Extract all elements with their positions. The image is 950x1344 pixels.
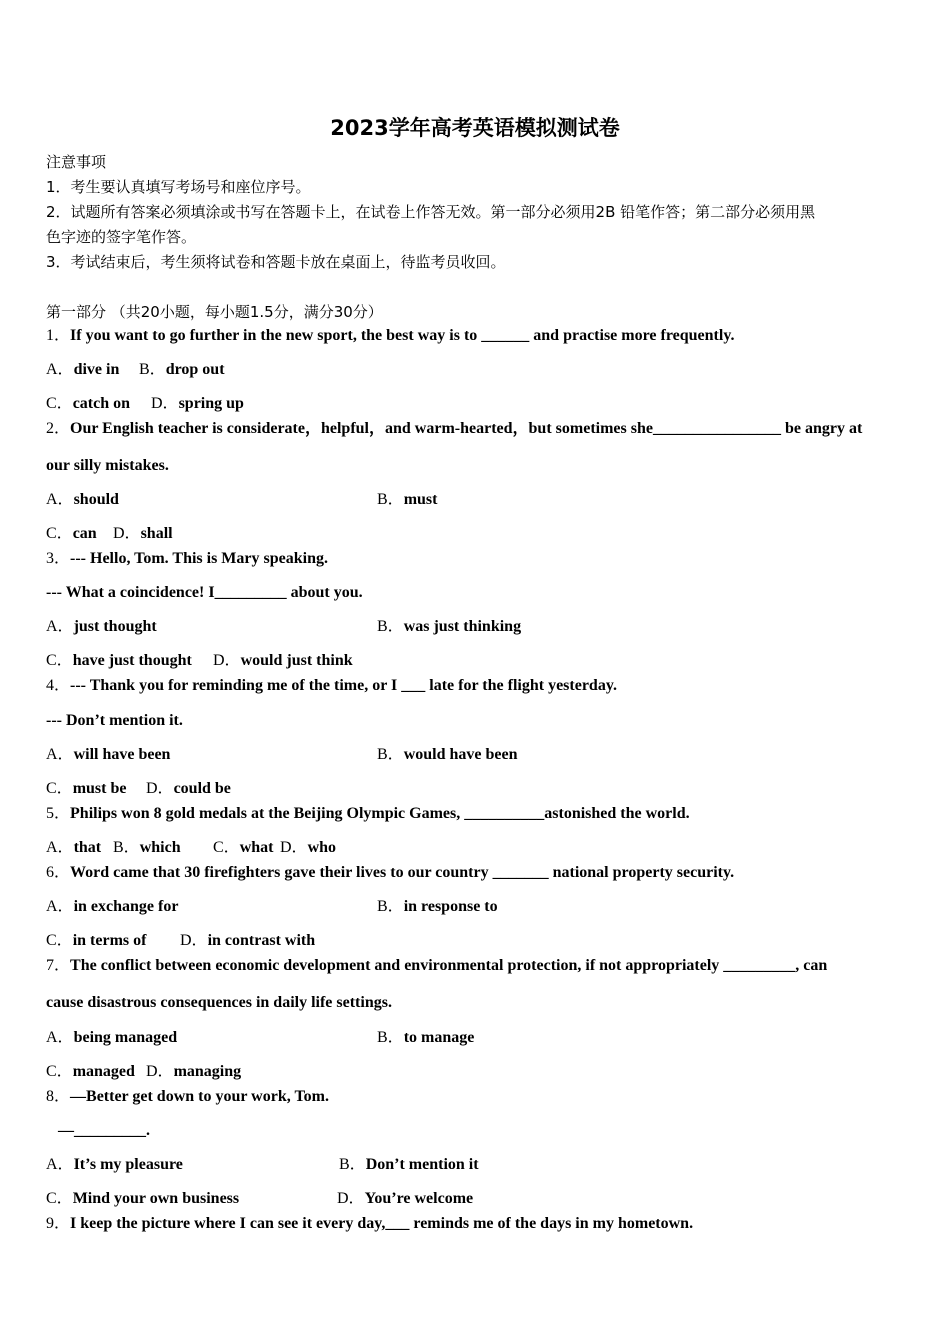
option-a: A．that: [46, 839, 102, 856]
question-text: --- Thank you for reminding me of the time, or I ___ late for the flight yesterday.: [70, 677, 617, 694]
option-d: D．in contrast with: [180, 932, 316, 949]
question-8: [46, 1087, 329, 1107]
option-c: C．can: [46, 525, 97, 542]
question-text-cont: --- Don’t mention it.: [46, 712, 183, 729]
option-c: C．catch on: [46, 395, 131, 412]
option-b: B．was just thinking: [377, 618, 522, 635]
question-text-cont: our silly mistakes.: [46, 457, 169, 474]
question-number: 8．: [46, 1088, 71, 1105]
question-text-cont: --- What a coincidence! I_________ about you.: [46, 584, 363, 601]
notice-heading: 注意事项: [46, 153, 107, 171]
question-text: If you want to go further in the new sport, the best way is to ______ and practise more frequently.: [70, 327, 735, 344]
option-a: A．will have been: [46, 746, 171, 763]
option-a: A．being managed: [46, 1029, 178, 1046]
option-d: D．managing: [146, 1063, 242, 1080]
question-number: 7．: [46, 957, 71, 974]
option-a: A．It’s my pleasure: [46, 1156, 183, 1173]
notice-item: 2．试题所有答案必须填涂或书写在答题卡上，在试卷上作答无效。第一部分必须用2B 铅笔作答；第二部分必须用黑: [46, 203, 816, 221]
notice-item: 色字迹的签字笔作答。: [46, 228, 197, 246]
option-b: B．Don’t mention it: [339, 1156, 479, 1173]
notice-item: 1．考生要认真填写考场号和座位序号。: [46, 178, 311, 196]
option-c: C．managed: [46, 1063, 135, 1080]
option-c: C．must be: [46, 780, 127, 797]
option-c: C．have just thought: [46, 652, 192, 669]
section-heading: 第一部分 （共20小题，每小题1.5分，满分30分）: [46, 303, 383, 321]
question-text-cont: cause disastrous consequences in daily life settings.: [46, 994, 392, 1011]
option-a: A．in exchange for: [46, 898, 179, 915]
option-b: B．which: [113, 839, 181, 856]
option-d: D．could be: [146, 780, 231, 797]
option-a: A．just thought: [46, 618, 157, 635]
option-d: D．shall: [113, 525, 173, 542]
question-7: [46, 956, 827, 976]
question-number: 4．: [46, 677, 71, 694]
question-number: 9．: [46, 1215, 71, 1232]
question-number: 5．: [46, 805, 71, 822]
option-b: B．drop out: [139, 361, 225, 378]
page-title: 2023学年高考英语模拟测试卷: [330, 116, 620, 140]
question-4: [46, 676, 617, 696]
question-text: I keep the picture where I can see it every day,___ reminds me of the days in my hometown.: [70, 1215, 694, 1232]
question-6: [46, 863, 734, 883]
question-number: 3．: [46, 550, 71, 567]
option-b: B．to manage: [377, 1029, 475, 1046]
question-number: 6．: [46, 864, 71, 881]
question-5: [46, 804, 690, 824]
option-b: B．would have been: [377, 746, 518, 763]
option-d: D．You’re welcome: [337, 1190, 474, 1207]
option-d: D．would just think: [213, 652, 353, 669]
question-1: [46, 326, 734, 346]
option-a: A．should: [46, 491, 119, 508]
option-d: D．spring up: [151, 395, 244, 412]
question-text-cont: —_________.: [58, 1122, 150, 1139]
option-b: B．in response to: [377, 898, 498, 915]
option-c: C．in terms of: [46, 932, 147, 949]
notice-item: 3．考试结束后，考生须将试卷和答题卡放在桌面上，待监考员收回。: [46, 253, 506, 271]
question-text: The conflict between economic development and environmental protection, if not appropriately _________, can: [70, 957, 828, 974]
question-number: 2．: [46, 420, 71, 437]
question-text: --- Hello, Tom. This is Mary speaking.: [70, 550, 328, 567]
option-d: D．who: [280, 839, 337, 856]
option-c: C．Mind your own business: [46, 1190, 240, 1207]
option-c: C．what: [213, 839, 274, 856]
question-text: Philips won 8 gold medals at the Beijing Olympic Games, __________astonished the world.: [70, 805, 690, 822]
option-b: B．must: [377, 491, 438, 508]
question-3: [46, 549, 328, 569]
question-text: —Better get down to your work, Tom.: [70, 1088, 329, 1105]
question-number: 1．: [46, 327, 71, 344]
question-text: Word came that 30 firefighters gave their lives to our country _______ national property security.: [70, 864, 735, 881]
question-2: [46, 419, 862, 439]
question-9: [46, 1214, 693, 1234]
option-a: A．dive in: [46, 361, 120, 378]
question-text: Our English teacher is considerate，helpful，and warm-hearted，but sometimes she________________ be angry at: [70, 420, 863, 437]
